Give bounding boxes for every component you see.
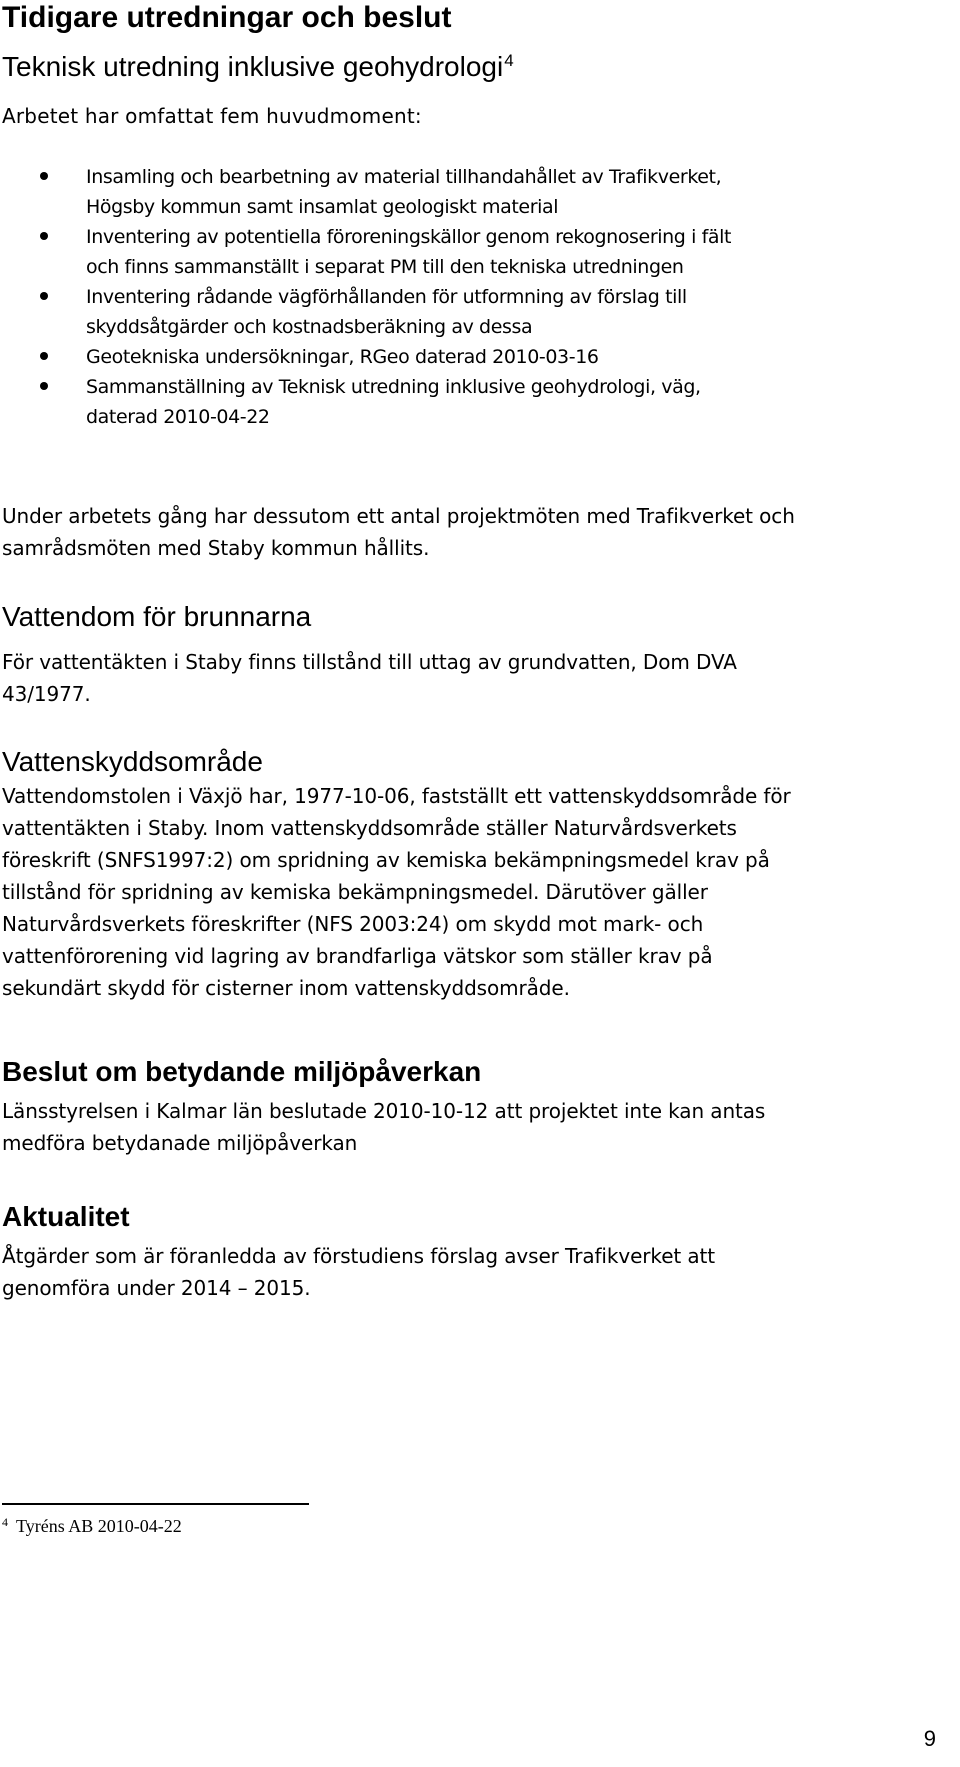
paragraph-line: föreskrift (SNFS1997:2) om spridning av kemiska bekämpningsmedel krav på xyxy=(2,848,770,872)
bullet-list xyxy=(0,162,886,432)
paragraph-line: genomföra under 2014 – 2015. xyxy=(2,1276,311,1300)
list-item-line: Sammanställning av Teknisk utredning inklusive geohydrologi, väg, xyxy=(86,376,701,398)
section-heading-technical-text: Teknisk utredning inklusive geohydrologi xyxy=(2,51,504,82)
meetings-paragraph xyxy=(2,500,795,564)
list-item-line: Högsby kommun samt insamlat geologiskt material xyxy=(86,196,559,218)
list-item-line: Inventering av potentiella föroreningskällor genom rekognosering i fält xyxy=(86,226,732,248)
bullet-icon xyxy=(40,232,48,240)
paragraph-line: tillstånd för spridning av kemiska bekämpningsmedel. Därutöver gäller xyxy=(2,880,708,904)
list-item xyxy=(0,222,886,282)
decision-paragraph xyxy=(2,1095,765,1159)
section-heading-technical xyxy=(2,50,514,84)
paragraph-line: Naturvårdsverkets föreskrifter (NFS 2003:24) om skydd mot mark- och xyxy=(2,912,704,936)
list-item-line: Insamling och bearbetning av material tillhandahållet av Trafikverket, xyxy=(86,166,722,188)
protection-area-paragraph xyxy=(2,780,791,1004)
section-heading-water-rights: Vattendom för brunnarna xyxy=(2,601,312,632)
paragraph-line: Vattendomstolen i Växjö har, 1977-10-06, fastställt ett vattenskyddsområde för xyxy=(2,784,791,808)
list-item xyxy=(0,342,886,372)
paragraph-line: 43/1977. xyxy=(2,682,91,706)
list-item xyxy=(0,162,886,222)
footnote xyxy=(2,1514,182,1538)
page-number: 9 xyxy=(923,1726,936,1751)
paragraph-line: Åtgärder som är föranledda av förstudiens förslag avser Trafikverket att xyxy=(2,1244,716,1268)
list-item-line: och finns sammanställt i separat PM till den tekniska utredningen xyxy=(86,256,684,278)
footnote-text: Tyréns AB 2010-04-22 xyxy=(16,1516,182,1536)
technical-intro: Arbetet har omfattat fem huvudmoment: xyxy=(2,104,422,128)
list-item-line: Geotekniska undersökningar, RGeo daterad 2010-03-16 xyxy=(86,346,599,368)
list-item xyxy=(0,282,886,342)
actuality-paragraph xyxy=(2,1240,715,1304)
paragraph-line: medföra betydanade miljöpåverkan xyxy=(2,1131,358,1155)
footnote-reference: 4 xyxy=(504,51,514,70)
page-title: Tidigare utredningar och beslut xyxy=(2,1,452,34)
list-item-line: skyddsåtgärder och kostnadsberäkning av dessa xyxy=(86,316,533,338)
bullet-icon xyxy=(40,292,48,300)
bullet-icon xyxy=(40,172,48,180)
paragraph-line: Länsstyrelsen i Kalmar län beslutade 2010-10-12 att projektet inte kan antas xyxy=(2,1099,766,1123)
bullet-icon xyxy=(40,352,48,360)
paragraph-line: För vattentäkten i Staby finns tillstånd till uttag av grundvatten, Dom DVA xyxy=(2,650,737,674)
paragraph-line: sekundärt skydd för cisterner inom vattenskyddsområde. xyxy=(2,976,570,1000)
footnote-separator xyxy=(2,1503,309,1505)
section-heading-protection-area: Vattenskyddsområde xyxy=(2,746,263,777)
list-item-line: daterad 2010-04-22 xyxy=(86,406,270,428)
section-heading-decision: Beslut om betydande miljöpåverkan xyxy=(2,1056,482,1087)
section-heading-actuality: Aktualitet xyxy=(2,1201,130,1232)
paragraph-line: Under arbetets gång har dessutom ett antal projektmöten med Trafikverket och xyxy=(2,504,795,528)
list-item-line: Inventering rådande vägförhållanden för utformning av förslag till xyxy=(86,286,687,308)
paragraph-line: samrådsmöten med Staby kommun hållits. xyxy=(2,536,430,560)
paragraph-line: vattenförorening vid lagring av brandfarliga vätskor som ställer krav på xyxy=(2,944,713,968)
list-item xyxy=(0,372,886,432)
footnote-number: 4 xyxy=(2,1515,8,1529)
paragraph-line: vattentäkten i Staby. Inom vattenskyddsområde ställer Naturvårdsverkets xyxy=(2,816,737,840)
water-rights-paragraph xyxy=(2,646,737,710)
bullet-icon xyxy=(40,382,48,390)
